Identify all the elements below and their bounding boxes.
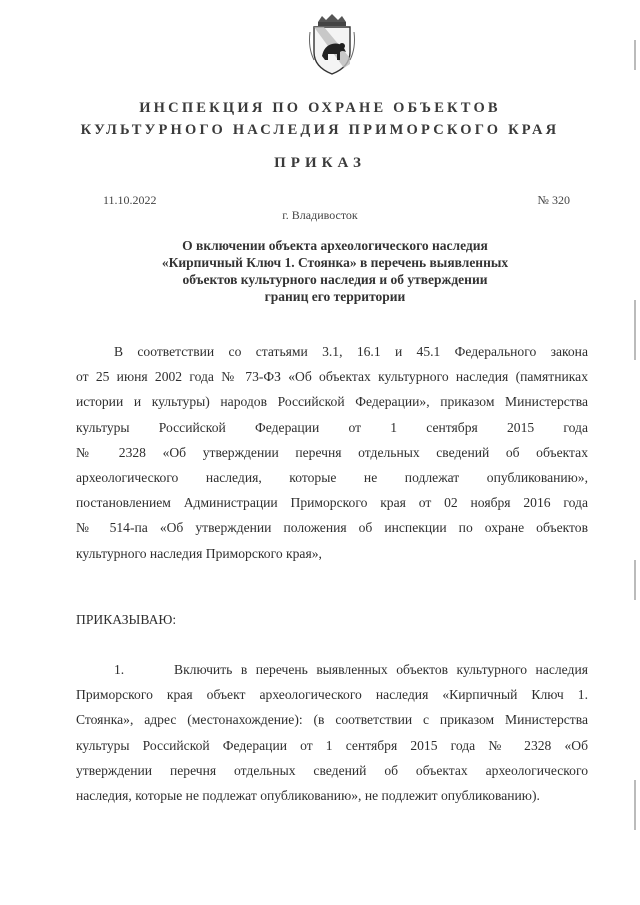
document-subject [120,237,550,305]
item-line-first [76,657,588,682]
item-line-text: Включить в перечень выявленных объектов культурного наследия [174,662,588,677]
item-line: Приморского края объект археологического наследия «Кирпичный Ключ 1. [76,687,588,703]
subject-line: границ его территории [264,289,406,304]
preamble-line: постановлением Администрации Приморского края от 02 ноября 2016 года [76,495,588,511]
scan-edge-mark [634,560,636,600]
preamble-line: культуры Российской Федерации от 1 сентября 2015 года [76,419,588,435]
document-date: 11.10.2022 [103,193,157,207]
preamble-paragraph [76,339,588,566]
preamble-line: археологического наследия, которые не подлежат опубликованию», [76,470,588,486]
item-line: утверждении перечня отдельных сведений об объектах археологического [76,762,588,778]
subject-line: объектов культурного наследия и об утверждении [182,272,488,287]
subject-line: О включении объекта археологического наследия [182,238,488,253]
preamble-line: истории и культуры) народов Российской Федерации», приказом Министерства [76,394,588,410]
preamble-line: № 514-па «Об утверждении положения об инспекции по охране объектов [76,520,588,536]
subject-line: «Кирпичный Ключ 1. Стоянка» в перечень выявленных [161,255,509,270]
organization-name-line1: ИНСПЕКЦИЯ ПО ОХРАНЕ ОБЪЕКТОВ [139,100,501,116]
preamble-line: от 25 июня 2002 года № 73-ФЗ «Об объектах культурного наследия (памятниках [76,369,588,385]
organization-name-line2: КУЛЬТУРНОГО НАСЛЕДИЯ ПРИМОРСКОГО КРАЯ [80,122,560,138]
preamble-line: культурного наследия Приморского края», [76,545,322,561]
item-line: наследия, которые не подлежат опубликованию», не подлежит опубликованию). [76,788,540,804]
preamble-line: № 2328 «Об утверждении перечня отдельных сведений об объектах [76,444,588,460]
document-city: г. Владивосток [282,208,358,222]
document-type-title: ПРИКАЗ [274,155,366,171]
item-line: Стоянка», адрес (местонахождение): (в соответствии с приказом Министерства [76,712,588,728]
item-line: культуры Российской Федерации от 1 сентября 2015 года № 2328 «Об [76,737,588,753]
item-number: 1. [114,662,125,677]
scan-edge-mark [634,40,636,70]
order-directive: ПРИКАЗЫВАЮ: [76,612,177,627]
scan-edge-mark [634,780,636,830]
document-number: № 320 [537,193,570,207]
coat-of-arms-emblem [304,12,360,76]
preamble-line: В соответствии со статьями 3.1, 16.1 и 45.1 Федерального закона [114,344,588,359]
order-item-1 [76,657,588,808]
scan-edge-mark [634,300,636,360]
